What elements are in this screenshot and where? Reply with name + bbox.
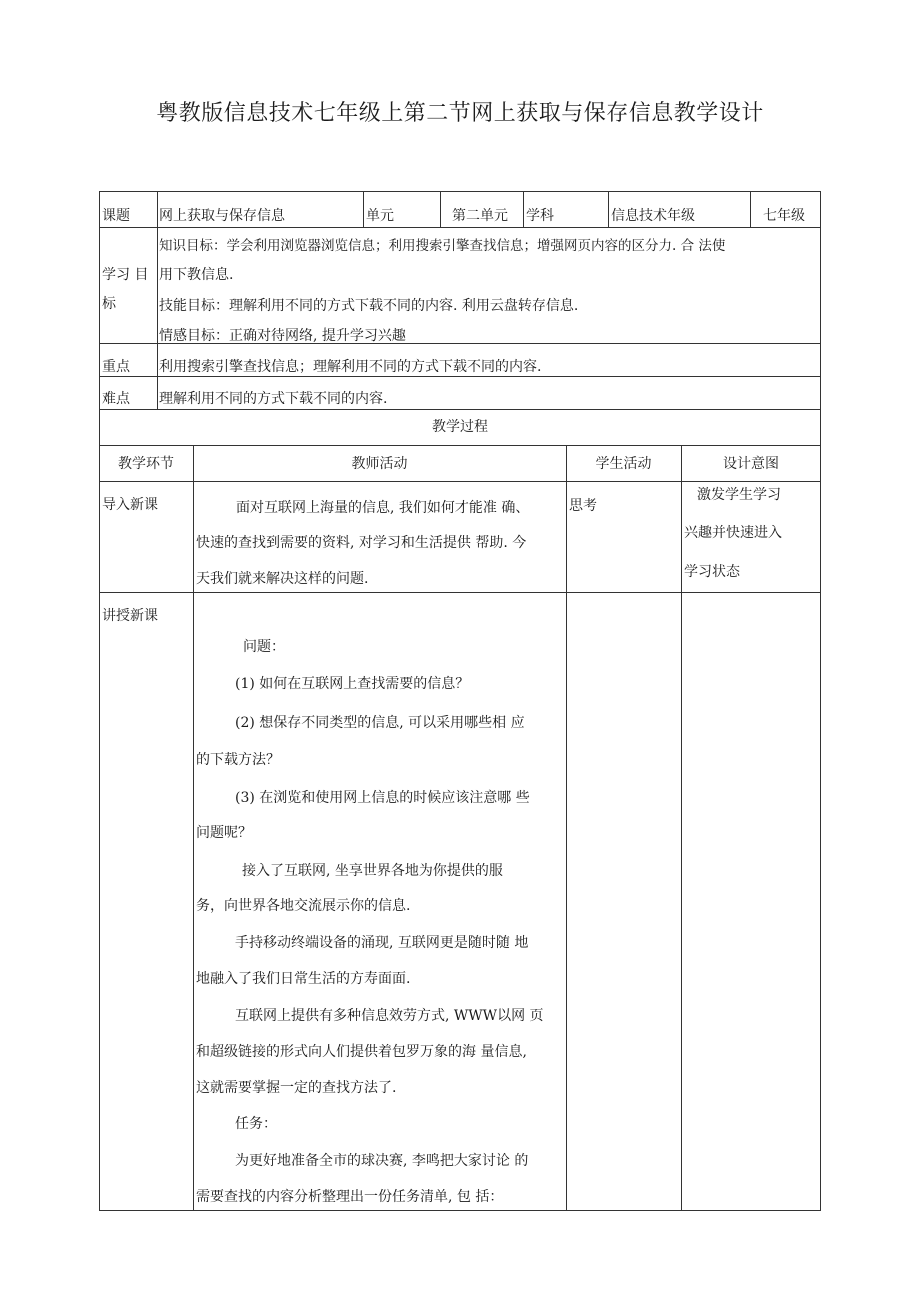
keypoint-label: 重点 <box>102 359 130 375</box>
stage-intro: 导入新课 <box>102 497 158 513</box>
teacher-line: (1) 如何在互联网上查找需要的信息？ <box>235 676 470 692</box>
student-activity: 思考 <box>569 498 597 514</box>
teacher-line: 面对互联网上海量的信息, 我们如何才能准 确、 <box>236 500 530 516</box>
row-divider <box>99 592 821 593</box>
teacher-line: 天我们就来解决这样的问题. <box>196 571 369 587</box>
teacher-line: (2) 想保存不同类型的信息, 可以采用哪些相 应 <box>235 715 525 731</box>
col-divider <box>523 191 524 227</box>
teacher-line: (3) 在浏览和使用网上信息的时候应该注意哪 些 <box>235 790 530 806</box>
teacher-line: 问题呢？ <box>196 825 252 841</box>
intent-line: 兴趣并快速进入 <box>684 525 782 541</box>
teacher-line: 务，向世界各地交流展示你的信息. <box>196 898 411 914</box>
row-divider <box>99 445 821 446</box>
objective-line: 知识目标：学会利用浏览器浏览信息；利用搜索引擎查找信息；增强网页内容的区分力. 合 法使 <box>159 238 726 254</box>
col-divider <box>363 191 364 227</box>
col-divider <box>157 191 158 409</box>
teacher-line: 任务： <box>235 1116 277 1132</box>
subject-value: 信息技术年级 <box>611 208 695 224</box>
col-divider <box>608 191 609 227</box>
objectives-label: 学习 目 <box>102 267 149 283</box>
teacher-line: 地融入了我们日常生活的方寿面面. <box>196 971 411 987</box>
col-divider <box>750 191 751 227</box>
objective-line: 情感目标：正确对待网络, 提升学习兴趣 <box>159 328 406 344</box>
unit-value: 第二单元 <box>452 208 508 224</box>
teacher-line: 需要查找的内容分析整理出一份任务清单, 包 括： <box>196 1189 504 1205</box>
teacher-line: 为更好地准备全市的球决赛, 李鸣把大家讨论 的 <box>235 1153 529 1169</box>
teacher-line: 互联网上提供有多种信息效劳方式, WWW以网 页 <box>235 1008 544 1024</box>
keypoint-value: 利用搜索引擎查找信息；理解利用不同的方式下载不同的内容. <box>159 359 542 375</box>
intent-line: 学习状态 <box>684 564 740 580</box>
teacher-line: 的下载方法？ <box>196 752 280 768</box>
col-divider <box>566 445 567 1211</box>
row-divider <box>99 481 821 482</box>
unit-label: 单元 <box>366 208 394 224</box>
difficulty-label: 难点 <box>102 391 130 407</box>
column-header-teacher: 教师活动 <box>351 456 408 472</box>
objective-line: 用下教信息. <box>159 267 234 283</box>
teacher-line: 接入了互联网, 坐享世界各地为你提供的服 <box>242 863 503 879</box>
teacher-line: 快速的查找到需要的资料, 对学习和生活提供 帮助. 今 <box>196 535 527 551</box>
row-divider <box>99 376 821 377</box>
intent-line: 激发学生学习 <box>697 487 781 503</box>
column-header-intent: 设计意图 <box>723 456 779 472</box>
objective-line: 技能目标：理解利用不同的方式下载不同的内容. 利用云盘转存信息. <box>159 298 579 314</box>
course-value: 网上获取与保存信息 <box>159 208 285 224</box>
grade-value: 七年级 <box>763 208 805 224</box>
row-divider <box>99 409 821 410</box>
column-header-stage: 教学环节 <box>118 456 174 472</box>
subject-label: 学科 <box>526 208 554 224</box>
course-label: 课题 <box>102 208 130 224</box>
document-title: 粤教版信息技术七年级上第二节网上获取与保存信息教学设计 <box>156 101 764 126</box>
col-divider <box>440 191 441 227</box>
teacher-line: 手持移动终端设备的涌现, 互联网更是随时随 地 <box>235 935 529 951</box>
difficulty-value: 理解利用不同的方式下载不同的内容. <box>159 391 388 407</box>
stage-lecture: 讲授新课 <box>102 608 158 624</box>
row-divider <box>99 227 821 228</box>
process-heading: 教学过程 <box>432 419 488 435</box>
teacher-line: 和超级链接的形式向人们提供着包罗万象的海 量信息, <box>196 1044 527 1060</box>
column-header-student: 学生活动 <box>595 456 652 472</box>
col-divider <box>193 445 194 1211</box>
teacher-line: 这就需要掌握一定的查找方法了. <box>196 1080 397 1096</box>
objectives-label: 标 <box>102 296 116 312</box>
col-divider <box>681 445 682 1211</box>
teacher-line: 问题： <box>243 639 285 655</box>
